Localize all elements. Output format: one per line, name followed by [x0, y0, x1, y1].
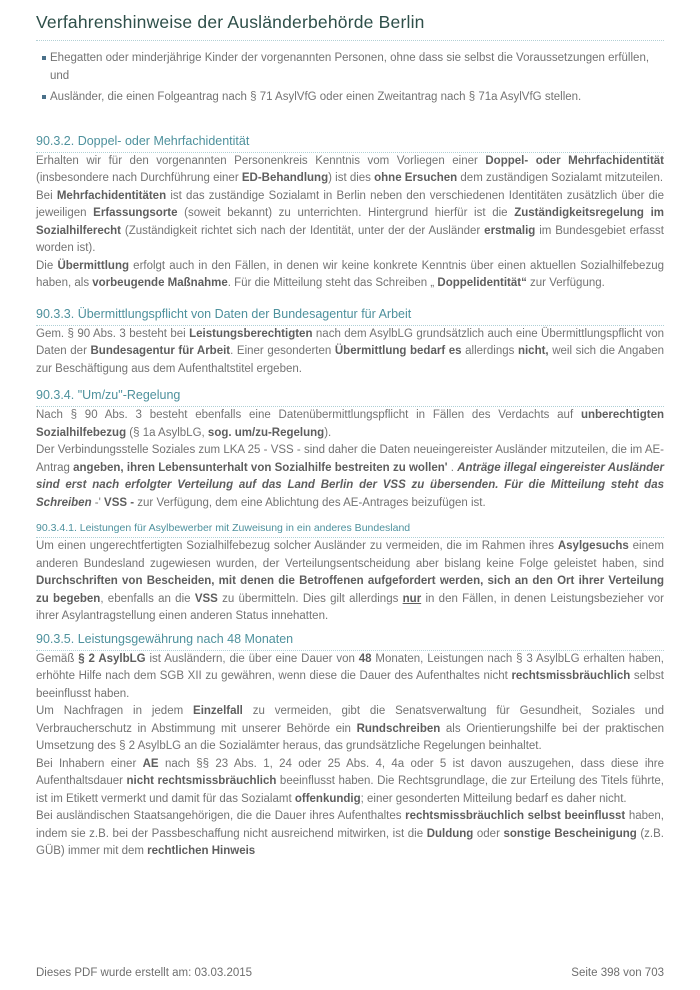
- text-run: Zuständigkeitsregelung im Sozialhilferecht: [36, 207, 665, 237]
- text-run: Monaten, Leistungen nach § 3 AsylbLG erhalten haben, erhöhte Hilfe nach dem SGB XII zu gewähren, wenn diese die Dauer des Aufenthaltes nicht: [36, 652, 664, 682]
- paragraph: [36, 153, 664, 188]
- text-run: Mehrfachidentitäten: [56, 189, 167, 202]
- paragraph: [36, 188, 664, 258]
- text-run: ist Ausländern, die über eine Dauer von: [145, 652, 359, 665]
- paragraph: [36, 651, 664, 704]
- text-run: und: [50, 69, 70, 82]
- text-run: ).: [324, 426, 332, 439]
- text-run: ; einer gesonderten Mitteilung bedarf es daher nicht.: [360, 792, 627, 805]
- text-run: § 2 AsylbLG: [78, 652, 146, 665]
- text-run: Ehegatten oder minderjährige Kinder der vorgenannten Personen, ohne dass sie selbst die Voraussetzungen erfüllen,: [50, 52, 650, 64]
- text-run: AE: [142, 757, 159, 770]
- text-run: rechtsmissbräuchlich selbst beeinflusst: [405, 810, 626, 822]
- text-run: Der Verbindungsstelle Soziales zum LKA 25 - VSS - sind daher die Daten neueingereister Ausländer mitzuteilen, die im AE-Antrag: [36, 444, 664, 474]
- page-title: Verfahrenshinweise der Ausländerbehörde Berlin: [36, 10, 664, 41]
- text-run: beeinflusst haben. Die Rechtsgrundlage, die zur Erteilung des Titels führte, ist im Etikett vermerkt und damit für das Sozialamt: [36, 775, 664, 805]
- text-run: im Bundesgebiet erfasst worden ist).: [36, 224, 664, 254]
- text-run: einem anderen Bundesland zugewiesen wurden, der Verteilungsentscheidung aber bislang keine Folge geleistet haben, sind: [36, 540, 664, 570]
- text-run: weil sich die Angaben zur Beschäftigung aus dem Aufenthaltstitel ergeben.: [36, 345, 664, 375]
- bullet-square-icon: [42, 95, 46, 99]
- text-run: nicht rechtsmissbräuchlich: [126, 775, 277, 787]
- bullet-list: [36, 50, 664, 107]
- text-run: Erhalten wir für den vorgenannten Personenkreis Kenntnis vom Vorliegen einer: [36, 154, 486, 167]
- text-run: Bundesagentur für Arbeit: [90, 345, 231, 357]
- text-run: .: [447, 461, 458, 474]
- text-run: Duldung: [426, 827, 474, 840]
- bullet-square-icon: [42, 56, 46, 60]
- paragraph: [36, 808, 664, 861]
- text-run: in den Fällen, in denen Leistungsbezieher vor ihrer Asylantragstellung einen anderen Status innehatten.: [36, 592, 664, 622]
- text-run: (insbesondere nach Durchführung einer: [36, 172, 242, 184]
- section-heading-90-3-2: 90.3.2. Doppel- oder Mehrfachidentität: [36, 134, 664, 153]
- text-run: -': [91, 496, 105, 509]
- text-run: Erfassungsorte: [93, 207, 178, 219]
- text-run: Rundschreiben: [356, 722, 441, 735]
- text-run: als Orientierungshilfe bei der praktischen Umsetzung des § 2 AsylbLG an die Sozialämter heraus, das grundsätzliche Regelungen beinhaltet.: [36, 722, 664, 752]
- text-run: Gemäß: [36, 652, 79, 665]
- text-run: Ausländer, die einen Folgeantrag nach § 71 AsylVfG oder einen Zweitantrag nach § 71a AsylVfG stellen.: [50, 91, 582, 103]
- text-run: (Zuständigkeit richtet sich nach der Identität, unter der der Ausländer: [121, 224, 485, 237]
- text-run: dem zuständigen Sozialamt mitzuteilen.: [457, 172, 664, 184]
- text-run: . Einer gesonderten: [230, 345, 335, 357]
- text-run: ) ist dies: [328, 172, 375, 184]
- text-run: Bei: [36, 189, 57, 202]
- bullet-item: [42, 89, 664, 107]
- paragraph: [36, 442, 664, 512]
- text-run: Nach § 90 Abs. 3 besteht ebenfalls eine Datenübermittlungspflicht in Fällen des Verdachts auf: [36, 409, 581, 421]
- text-run: Die: [36, 259, 58, 272]
- text-run: Asylgesuchs: [557, 540, 629, 552]
- text-run: Um Nachfragen in jedem: [36, 705, 194, 717]
- section-heading-90-3-4-1: 90.3.4.1. Leistungen für Asylbewerber mit Zuweisung in ein anderes Bundesland: [36, 522, 664, 538]
- pdf-created-date: Dieses PDF wurde erstellt am: 03.03.2015: [36, 967, 253, 979]
- text-run: Um einen ungerechtfertigten Sozialhilfebezug solcher Ausländer zu vermeiden, die im Rahmen ihres: [36, 540, 558, 552]
- text-run: VSS: [194, 592, 218, 605]
- bullet-item: [42, 50, 664, 85]
- paragraph: [36, 326, 664, 379]
- text-run: zu übermitteln. Dies gilt allerdings: [217, 592, 403, 605]
- text-run: offenkundig: [294, 792, 361, 805]
- text-run: (soweit bekannt) zu unterrichten. Hintergrund hierfür ist die: [177, 207, 515, 219]
- section-heading-90-3-5: 90.3.5. Leistungsgewährung nach 48 Monaten: [36, 632, 664, 651]
- text-run: nur: [402, 592, 422, 605]
- text-run: Übermittlung: [57, 259, 129, 272]
- text-run: erstmalig: [484, 224, 536, 237]
- text-run: Bei ausländischen Staatsangehörigen, die die Dauer ihres Aufenthaltes: [36, 810, 406, 822]
- text-run: Bei Inhabern einer: [36, 757, 143, 770]
- text-run: allerdings: [461, 345, 518, 357]
- section-heading-90-3-3: 90.3.3. Übermittlungspflicht von Daten der Bundesagentur für Arbeit: [36, 307, 664, 326]
- text-run: ohne Ersuchen: [374, 172, 458, 184]
- text-run: rechtlichen Hinweis: [147, 845, 256, 857]
- text-run: rechtsmissbräuchlich: [511, 670, 631, 682]
- paragraph: [36, 538, 664, 626]
- text-run: (§ 1a AsylbLG,: [126, 426, 208, 439]
- text-run: . Für die Mitteilung steht das Schreiben „: [227, 277, 438, 289]
- text-run: Durchschriften von Bescheiden, mit denen die Betroffenen aufgefordert werden, sich an den Ort ihrer Verteilung zu begeben: [36, 575, 664, 605]
- paragraph: [36, 258, 664, 293]
- page-footer: [36, 967, 664, 979]
- text-run: Einzelfall: [193, 705, 243, 717]
- text-run: sog. um/zu-Regelung: [207, 426, 325, 439]
- section-heading-90-3-4: 90.3.4. "Um/zu"-Regelung: [36, 388, 664, 407]
- bullet-text: [50, 50, 649, 85]
- bullet-text: [50, 89, 581, 107]
- text-run: unberechtigten Sozialhilfebezug: [36, 409, 664, 439]
- text-run: vorbeugende Maßnahme: [92, 277, 228, 289]
- text-run: nach dem AsylbLG grundsätzlich auch eine Übermittlungspflicht von Daten der: [36, 327, 664, 357]
- text-run: Doppel- oder Mehrfachidentität: [485, 154, 664, 167]
- text-run: zu vermeiden, gibt die Senatsverwaltung für Gesundheit, Soziales und Verbraucherschutz in Abstimmung mit unserer Behörde ein: [36, 705, 664, 735]
- text-run: Gem. § 90 Abs. 3 besteht bei: [36, 327, 190, 340]
- text-run: nicht,: [517, 345, 549, 357]
- text-run: Übermittlung bedarf es: [334, 345, 462, 357]
- text-run: sonstige Bescheinigung: [503, 827, 637, 840]
- text-run: Doppelidentität“: [437, 277, 527, 289]
- text-run: , ebenfalls an die: [100, 592, 195, 605]
- text-run: zur Verfügung, dem eine Ablichtung des AE-Antrages beizufügen ist.: [134, 496, 486, 509]
- text-run: angeben, ihren Lebensunterhalt von Sozialhilfe bestreiten zu wollen': [73, 461, 448, 474]
- text-run: (z.B. GÜB) immer mit dem: [36, 827, 664, 857]
- paragraph: [36, 756, 664, 809]
- text-run: erfolgt auch in den Fällen, in denen wir keine konkrete Kenntnis über einen aktuellen Sozialhilfebezug haben, als: [36, 259, 664, 289]
- page-number: Seite 398 von 703: [571, 967, 664, 979]
- text-run: 48: [358, 652, 372, 665]
- text-run: Leistungsberechtigten: [189, 327, 313, 340]
- text-run: ED-Behandlung: [241, 172, 329, 184]
- paragraph: [36, 407, 664, 442]
- text-run: zur Verfügung.: [526, 277, 605, 289]
- text-run: nach §§ 23 Abs. 1, 24 oder 25 Abs. 4, 4a oder 5 ist davon auszugehen, dass diese ihre Aufenthaltsdauer: [36, 757, 664, 787]
- text-run: Anträge illegal eingereister Ausländer sind erst nach erfolgter Verteilung auf das Land Berlin der VSS zu übersenden. Für die Mitteilung steht das Schreiben: [36, 461, 665, 509]
- text-run: VSS -: [104, 496, 135, 509]
- paragraph: [36, 703, 664, 756]
- text-run: ist das zuständige Sozialamt in Berlin neben den verschiedenen Identitäten zusätzlich über die jeweiligen: [36, 189, 664, 219]
- text-run: selbst beeinflusst haben.: [36, 670, 664, 700]
- text-run: oder: [473, 827, 504, 840]
- text-run: haben, indem sie z.B. bei der Passbeschaffung nicht ausreichend mitwirken, ist die: [36, 810, 664, 840]
